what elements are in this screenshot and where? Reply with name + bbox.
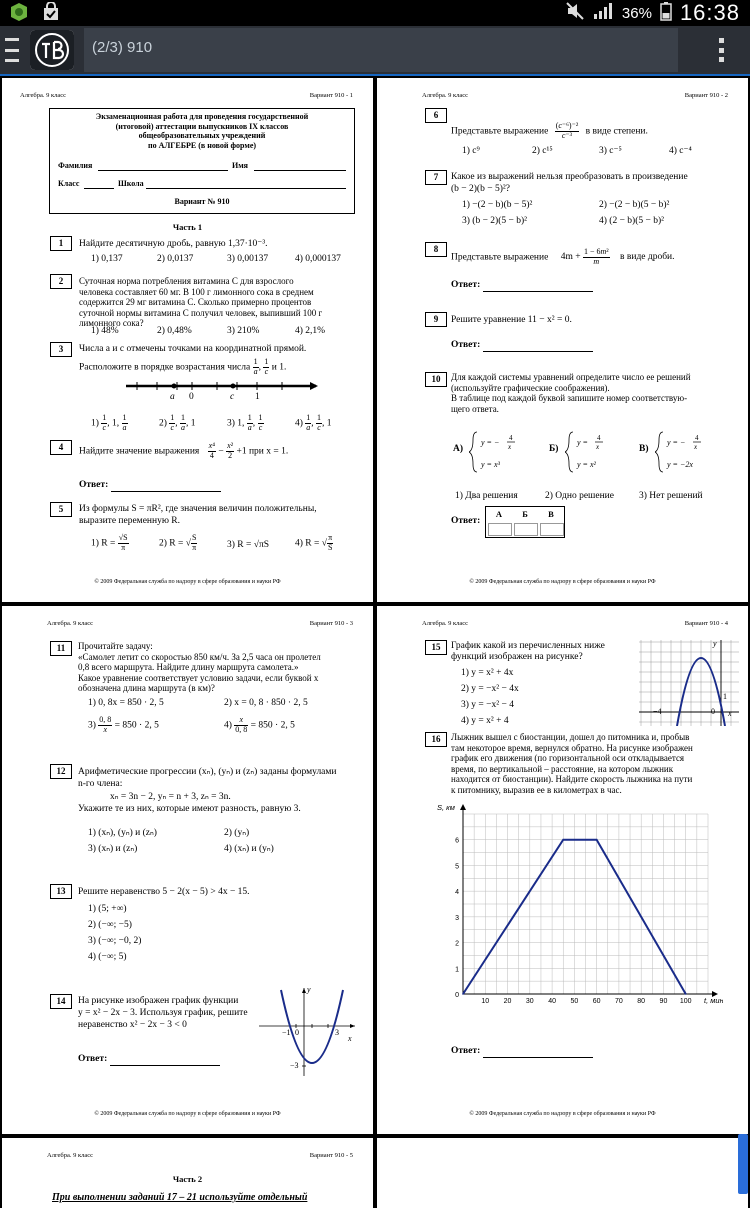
task-7-option-4: 4) (2 − b)(5 − b)² [599,216,665,226]
document-title: (2/3) 910 [92,39,153,56]
task-6-text-start: Представьте выражение [451,126,549,137]
x-tick-label: 50 [570,998,579,1005]
clock: 16:38 [679,0,740,25]
task-9-answer-line [483,341,593,352]
school-line [146,188,346,189]
task-3-line-2-tail: и 1. [271,362,287,373]
task-number-7: 7 [425,170,447,185]
answer-col-a: А [495,509,503,519]
page-header-left: Алгебра. 9 класс [47,1152,94,1159]
number-line [122,378,322,402]
page-6-blank [377,1138,748,1208]
x-tick-label: 90 [659,998,668,1005]
task-12-line-4: Укажите те из них, которые имеют разность, равную 3. [78,804,301,814]
task-number-2: 2 [50,274,72,289]
task-11-option-3: 3) $\frac{0, 8}{x}$ = 850 · 2, 5 [88,715,159,734]
task-2-option-2: 2) 0,48% [157,326,192,336]
task-6-option-1: 1) c⁹ [462,146,480,156]
q15-axis-y: y [713,639,717,648]
task-10-option-3: 3) Нет решений [639,491,703,501]
system-a [469,430,539,474]
task-14-answer [78,1054,220,1066]
page-header-right: Вариант 910 - 5 [309,1152,353,1159]
task-10-line-3: В таблице под каждой буквой запишите номер соответствую- [451,393,688,404]
school-label: Школа [118,179,144,188]
answer-cell-a[interactable] [488,523,512,536]
notification-bag-icon [40,2,62,22]
box-line-3: общеобразовательных учреждений [138,131,266,141]
task-9-text: Решите уравнение 11 − x² = 0. [451,315,572,325]
task-2-line-2: человека составляет 60 мг. В 100 г лимонного сока в среднем [79,286,314,297]
task-12-option-1: 1) (xₙ), (yₙ) и (zₙ) [88,828,157,838]
task-16-line-1: Лыжник вышел с биостанции, дошел до питомника и, пробыв [451,732,690,742]
x-tick-label: 40 [548,998,556,1005]
task-7-line-2: (b − 2)(b − 5)²? [451,184,510,194]
task-10-line-1: Для каждой системы уравнений определите число ее решений [451,372,691,382]
task-3-option-3: 3) 1, $\frac{1}{a}$ , $\frac{1}{c}$ [227,413,263,432]
task-6-text: Представьте выражение $\frac{\text{(c⁻⁶)⁻²}}{\text{c⁻³}}$ в виде степени. [451,121,648,140]
task-11-line-2: «Самолет летит со скоростью 850 км/ч. За 2,5 часа он пролетел [78,651,321,662]
task-10-text [451,372,736,414]
task-7-option-2: 2) −(2 − b)(5 − b)² [599,200,670,210]
task-8-answer-line [483,281,593,292]
task-2-line-3: содержится 29 мг витамина С. Сколько примерно процентов [79,297,312,308]
page-header-left: Алгебра. 9 класс [422,92,469,99]
box-line-4: по АЛГЕБРЕ (в новой форме) [147,140,257,150]
y-axis-arrow [460,804,466,810]
axis-label-1: 1 [255,392,260,402]
page-header-left: Алгебра. 9 класс [422,620,469,627]
y-tick-label: 4 [455,889,459,897]
system-v [655,430,725,474]
x-axis-title: t, мин [704,996,723,1005]
part-2-title: Часть 2 [172,1174,203,1184]
task-2-option-4: 4) 2,1% [295,326,326,336]
task-12-option-4: 4) (xₙ) и (yₙ) [224,844,274,854]
q14-tick-3: 3 [335,1028,339,1037]
svg-text:y = x³: y = x³ [481,460,500,469]
task-7-option-1: 1) −(2 − b)(b − 5)² [462,200,533,210]
task-16-line-6: к питомнику, выразив ее в километрах в час. [451,785,622,796]
status-bar [0,0,750,26]
task-number-8: 8 [425,242,447,257]
svg-text:4: 4 [597,434,601,442]
answer-col-b: Б [522,509,528,519]
task-4-answer-label: Ответ: [79,480,109,490]
page-2 [377,78,748,602]
task-6-option-4: 4) c⁻⁴ [669,146,692,156]
task-16-text [451,732,739,796]
task-10-answer-table [485,506,565,538]
svg-text:y =: y = [577,438,588,447]
box-line-1: Экзаменационная работа для проведения государственной [95,112,309,121]
task-16-line-2: там некоторое время, вернулся обратно. На рисунке изображен [451,742,693,753]
document-viewer[interactable] [0,76,750,1203]
page-footer: © 2009 Федеральная служба по надзору в сфере образования и науки РФ [469,578,656,585]
name-label: Имя [232,161,248,170]
distance-time-chart [433,800,723,1035]
parabola-graph [257,986,357,1078]
x-tick-label: 10 [481,998,490,1005]
task-4-answer [79,480,221,492]
y-axis-title: S, км [437,803,455,812]
task-number-3: 3 [50,342,72,357]
signal-icon [592,2,614,24]
x-tick-label: 30 [525,998,534,1005]
svg-text:4: 4 [695,434,699,442]
task-2-line-5: лимонного сока? [79,318,144,329]
task-11-option-4-tail: = 850 · 2, 5 [250,720,295,731]
task-3-option-2-num: 2) [159,418,167,429]
android-icon [8,2,30,22]
task-number-15: 15 [425,640,447,655]
page-header-right: Вариант 910 - 4 [684,620,728,627]
page-footer: © 2009 Федеральная служба по надзору в сфере образования и науки РФ [94,1110,281,1117]
task-8-text: Представьте выражение 4m + $\frac{\text{1 − 6m²}}{m}$ в виде дроби. [451,247,675,266]
data-point [562,839,564,841]
distance-time-chart-svg [433,800,723,1030]
task-1-option-1: 1) 0,137 [91,254,123,264]
task-3-line-2-text: Расположите в порядке возрастания числа [79,362,251,373]
task-5-line-1: Из формулы S = πR², где значения величин положительны, [79,504,317,514]
task-15-option-1: 1) y = x² + 4x [461,668,514,678]
page-header-right: Вариант 910 - 2 [684,92,728,99]
task-11-option-3-tail: = 850 · 2, 5 [114,720,159,731]
svg-text:x: x [596,443,600,451]
menu-icon[interactable] [5,38,19,62]
task-10-line-2: (используйте графические соображения). [451,382,610,393]
task-4-text: Найдите значение выражения $\frac{\text{x⁴}}{4}$ − $\frac{\text{x²}}{2}$ +1 при x = 1. [79,441,289,460]
class-label: Класс [58,179,80,188]
task-4-answer-line [111,481,221,492]
task-8-answer-label: Ответ: [451,280,481,290]
task-16-line-5: находится от биостанции). Найдите скорость лыжника на пути [451,774,693,785]
task-13-text: Решите неравенство 5 − 2(x − 5) > 4x − 15. [78,887,250,897]
q14-tick-minus1: −1 [282,1028,291,1037]
page-header-right: Вариант 910 - 3 [309,620,353,627]
y-tick-label: 2 [455,940,459,948]
task-number-16: 16 [425,732,447,747]
task-2-text [79,276,359,329]
data-point [462,993,464,995]
task-11-text [78,641,363,694]
system-b [565,430,635,474]
task-5-option-1-text: 1) R = [91,538,116,549]
data-point [596,839,598,841]
task-2-option-3: 3) 210% [227,326,260,336]
task-4-text-start: Найдите значение выражения [79,446,200,457]
page-header-left: Алгебра. 9 класс [47,620,94,627]
task-15-line-1: График какой из перечисленных ниже [451,641,605,651]
task-7-option-3: 3) (b − 2)(5 − b)² [462,216,528,226]
task-15-option-4: 4) y = x² + 4 [461,716,509,726]
task-13-option-3: 3) (−∞; −0, 2) [88,936,142,946]
y-tick-label: 3 [455,914,459,922]
q14-axis-x: x [348,1034,352,1043]
task-11-option-3-num: 3) [88,720,96,731]
task-2-option-1: 1) 48% [91,326,119,336]
task-8-answer [451,280,593,292]
task-2-line-1: Суточная норма потребления витамина С для взрослого [79,276,294,286]
task-number-5: 5 [50,502,72,517]
task-number-12: 12 [50,764,72,779]
x-tick-label: 70 [615,998,623,1005]
svg-text:x: x [694,443,698,451]
system-a-label: А) [453,444,464,454]
task-5-option-2: 2) R = √ $\frac{S}{\pi}$ [159,533,197,552]
task-13-option-2: 2) (−∞; −5) [88,920,132,930]
task-15-option-2: 2) y = −x² − 4x [461,684,519,694]
task-6-option-3: 3) c⁻⁵ [599,146,622,156]
task-12-line-2: n-го члена: [78,779,123,789]
surname-label: Фамилия [58,161,93,170]
axis-label-a: a [170,392,175,402]
svg-text:4: 4 [509,434,513,442]
task-11-line-1: Прочитайте задачу: [78,641,153,651]
task-12-option-3: 3) (xₙ) и (zₙ) [88,844,138,854]
data-point [685,993,687,995]
axis-label-c: c [230,392,235,402]
task-5-option-3: 3) R = √πS [227,540,270,550]
y-tick-label: 5 [455,863,459,871]
fraction-1-over-a: $\frac{1}{a}$ [253,357,258,376]
task-4-text-tail: +1 при x = 1. [236,446,289,457]
overflow-menu-icon[interactable] [718,38,724,62]
page-footer: © 2009 Федеральная служба по надзору в сфере образования и науки РФ [94,578,281,585]
y-tick-label: 6 [455,837,459,845]
box-line-2: (итоговой) аттестации выпускников IX классов [115,121,289,131]
task-12-line-1: Арифметические прогрессии (xₙ), (yₙ) и (zₙ) заданы формулами [78,767,337,777]
q15-tick-0: 0 [711,707,715,716]
task-14-answer-line [110,1055,220,1066]
task-5-option-4-text: 4) R = [295,538,320,549]
svg-text:y = −: y = − [481,438,500,447]
task-14-line-1: На рисунке изображен график функции [78,996,239,1006]
task-12-option-2: 2) (yₙ) [224,828,250,838]
task-1-option-2: 2) 0,0137 [157,254,194,264]
battery-icon [660,1,672,25]
svg-text:y = −2x: y = −2x [667,460,693,469]
task-14-line-3: неравенство x² − 2x − 3 < 0 [78,1020,187,1030]
task-11-line-4: Какое уравнение соответствует условию задачи, если буквой x [78,672,319,683]
task-10-answer-label: Ответ: [451,516,481,526]
x-tick-label: 100 [679,998,692,1005]
scrollbar-thumb[interactable] [738,1134,748,1194]
answer-cell-b[interactable] [514,523,538,536]
system-b-label: Б) [549,444,559,454]
answer-cell-v[interactable] [540,523,564,536]
task-11-option-1: 1) 0, 8x = 850 · 2, 5 [88,698,164,708]
task-16-line-4: время, по вертикальной – расстояние, на котором лыжник [451,763,674,774]
task-10-option-1: 1) Два решения [455,491,518,501]
task-13-option-1: 1) (5; +∞) [88,904,127,914]
task-11-option-2: 2) x = 0, 8 · 850 · 2, 5 [224,698,308,708]
task-11-line-5: обозначена длина маршрута (в км)? [78,683,215,694]
task-16-answer [451,1046,593,1058]
task-10-option-2: 2) Одно решение [545,491,614,501]
page-4 [377,606,748,1134]
task-9-answer [451,340,593,352]
task-9-answer-label: Ответ: [451,340,481,350]
page-1 [2,78,373,602]
svg-text:y = x²: y = x² [577,460,596,469]
task-5-option-1: 1) R = $\frac{√S}{\pi}$ [91,533,128,552]
axis-label-0: 0 [189,392,194,402]
task-8-text-tail: в виде дроби. [620,252,675,263]
task-15-line-2: функций изображен на рисунке? [451,652,583,662]
task-number-4: 4 [50,440,72,455]
task-number-11: 11 [50,641,72,656]
task-15-option-3: 3) y = −x² − 4 [461,700,514,710]
q15-axis-x: x [728,709,732,718]
task-7-line-1: Какое из выражений нельзя преобразовать в произведение [451,172,688,182]
q14-tick-minus3: −3 [290,1061,299,1070]
task-3-option-2: 2) $\frac{1}{c}$ , $\frac{1}{a}$ , 1 [159,413,196,432]
svg-text:x: x [508,443,512,451]
task-8-text-start: Представьте выражение [451,252,549,263]
task-3-option-1: 1) $\frac{1}{c}$ , 1, $\frac{1}{a}$ [91,413,127,432]
task-number-14: 14 [50,994,72,1009]
mute-icon [566,2,584,24]
task-1-text: Найдите десятичную дробь, равную 1,37·10⁻³. [79,239,268,249]
task-3-option-1-num: 1) [91,418,99,429]
variant-label: Вариант № 910 [174,197,230,206]
task-number-1: 1 [50,236,72,251]
answer-col-v: В [548,509,554,519]
task-5-line-2: выразите переменную R. [79,516,181,526]
task-11-option-4-num: 4) [224,720,232,731]
name-line [254,170,346,171]
fraction-1-over-c: $\frac{1}{c}$ [264,357,269,376]
app-logo[interactable] [30,30,74,70]
class-line [84,188,114,189]
task-3-option-3-num: 3) [227,418,235,429]
page-header-left: Алгебра. 9 класс [20,92,67,99]
task-6-text-tail: в виде степени. [585,126,648,137]
task-11-line-3: 0,8 всего маршрута. Найдите длину маршрута самолета.» [78,662,299,673]
task-3-line-2: Расположите в порядке возрастания числа $\frac{1}{a}$ , $\frac{1}{c}$ и 1. [79,357,287,376]
exam-title-box [49,108,355,214]
task-number-6: 6 [425,108,447,123]
task-1-option-4: 4) 0,000137 [295,254,341,264]
q15-tick-1: 1 [723,692,727,701]
y-tick-label: 0 [455,992,459,999]
task-10-line-4: щего ответа. [451,403,499,414]
q14-axis-y: y [307,985,311,994]
app-bar [0,26,750,76]
task-6-option-2: 2) c¹⁵ [532,146,553,156]
task-2-line-4: суточной нормы витамина С получил человек, выпивший 100 г [79,307,323,318]
q15-tick-minus4: −4 [653,707,662,716]
surname-line [98,170,228,171]
task-13-option-4: 4) (−∞; 5) [88,952,127,962]
page-5 [2,1138,373,1208]
task-16-line-3: график его движения (по горизонтальной оси откладывается [451,753,685,764]
task-16-answer-line [483,1047,593,1058]
task-14-answer-label: Ответ: [78,1054,108,1064]
system-v-label: В) [639,444,649,454]
x-tick-label: 80 [637,998,646,1005]
task-3-option-4: 4) $\frac{1}{a}$ , $\frac{1}{c}$ , 1 [295,413,332,432]
x-tick-label: 20 [503,998,512,1005]
task-11-option-4: 4) $\frac{x}{0, 8}$ = 850 · 2, 5 [224,715,295,734]
x-tick-label: 60 [592,998,601,1005]
q14-tick-0: 0 [295,1028,299,1037]
task-number-10: 10 [425,372,447,387]
task-3-option-4-num: 4) [295,418,303,429]
task-number-9: 9 [425,312,447,327]
task-8-expr: 4m + [560,252,581,263]
svg-text:y = −: y = − [667,438,686,447]
title-field[interactable] [84,28,678,72]
task-1-option-3: 3) 0,00137 [227,254,269,264]
task-14-line-2: y = x² − 2x − 3. Используя график, решите [78,1008,248,1018]
task-5-option-2-text: 2) R = [159,538,184,549]
part-2-instructions: При выполнении заданий 17 – 21 используйте отдельный [52,1192,308,1203]
battery-percent: 36% [621,4,652,22]
task-5-option-4: 4) R = √ $\frac{\pi}{S}$ [295,533,333,552]
task-3-line-1: Числа a и c отмечены точками на координатной прямой. [79,344,307,354]
task-16-answer-label: Ответ: [451,1046,481,1056]
part-1-title: Часть 1 [172,222,203,232]
page-3 [2,606,373,1134]
page-header-right: Вариант 910 - 1 [309,92,353,99]
task-12-line-3: xₙ = 3n − 2, yₙ = n + 3, zₙ = 3n. [110,792,231,802]
task-number-13: 13 [50,884,72,899]
page-footer: © 2009 Федеральная служба по надзору в сфере образования и науки РФ [469,1110,656,1117]
y-tick-label: 1 [455,966,459,974]
